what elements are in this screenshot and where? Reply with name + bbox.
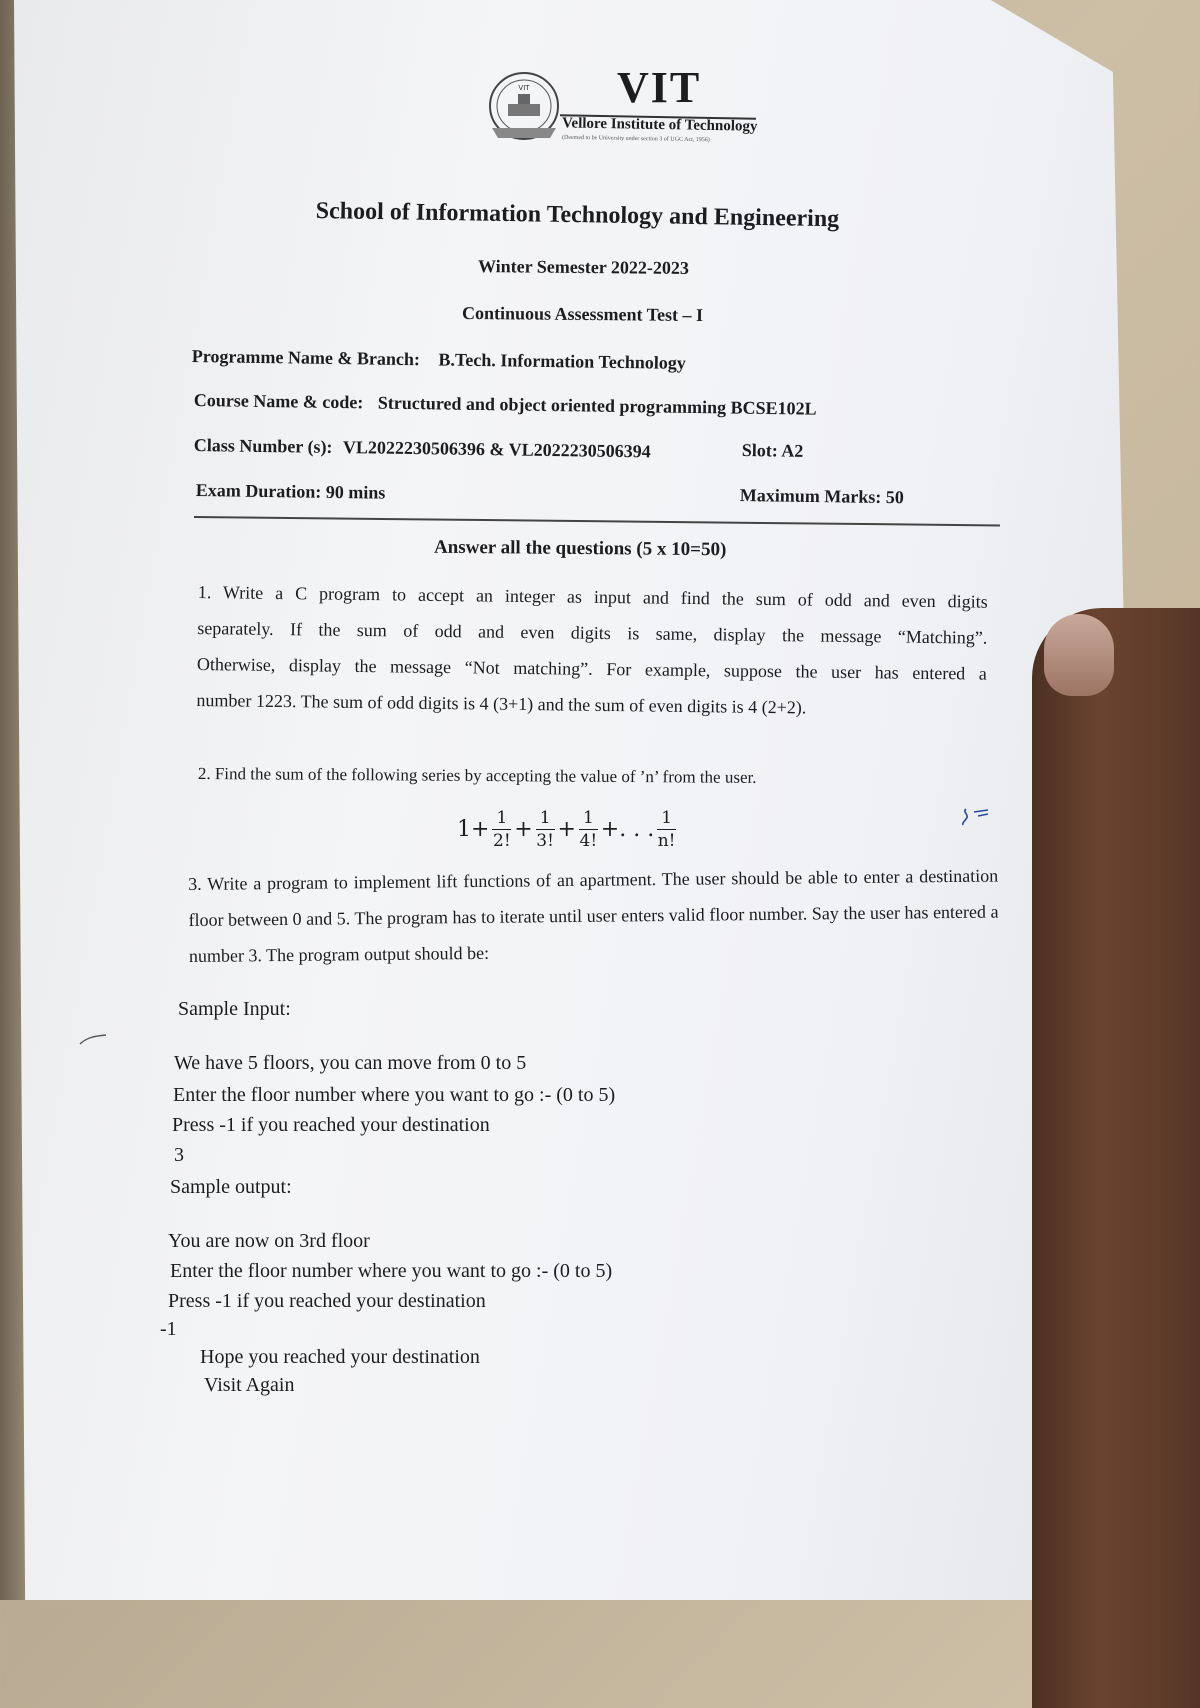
- series-lead: 1+: [457, 817, 490, 842]
- sample-input-line: Press -1 if you reached your destination: [172, 1114, 490, 1136]
- sample-input-line: Enter the floor number where you want to go :- (0 to 5): [173, 1084, 616, 1106]
- plus-sign: +: [514, 817, 533, 842]
- sample-output-line: Press -1 if you reached your destination: [168, 1290, 486, 1312]
- svg-text:VIT: VIT: [518, 84, 530, 92]
- sample-input-line: We have 5 floors, you can move from 0 to 5: [174, 1052, 527, 1074]
- question-1: [196, 574, 988, 728]
- question-1-line: 1. Write a C program to accept an integer as input and find the sum of odd and even digits: [197, 581, 988, 612]
- header-divider: [194, 516, 1000, 526]
- question-2: 2. Find the sum of the following series by accepting the value of ’n’ from the user.: [197, 763, 757, 787]
- vit-logo-icon: [484, 66, 564, 146]
- closing-line: Visit Again: [204, 1374, 295, 1396]
- sample-output-line: You are now on 3rd floor: [168, 1230, 370, 1252]
- question-1-line: Otherwise, display the message “Not matching”. For example, suppose the user has entered a: [196, 653, 987, 684]
- series-formula: [456, 808, 678, 851]
- duration-label: Exam Duration: 90 mins: [195, 480, 386, 503]
- slot-label: Slot: A2: [741, 440, 804, 461]
- plus-sign: +: [557, 817, 576, 842]
- institute-full-name: Vellore Institute of Technology: [561, 115, 758, 135]
- pen-tick-icon: [78, 1032, 108, 1046]
- sample-output-line: Enter the floor number where you want to go :- (0 to 5): [170, 1260, 613, 1282]
- question-1-line: separately. If the sum of odd and even digits is same, display the message “Matching”.: [197, 617, 988, 648]
- test-name: Continuous Assessment Test – I: [461, 302, 704, 326]
- ellipsis-plus: +. . .: [600, 817, 655, 842]
- programme-row: [192, 346, 686, 374]
- sample-output-label: Sample output:: [170, 1176, 292, 1198]
- programme-label: Programme Name & Branch:: [191, 346, 421, 370]
- course-row: [194, 390, 817, 420]
- class-value: VL2022230506396 & VL2022230506394: [342, 437, 651, 462]
- sample-input-label: Sample Input:: [178, 998, 291, 1020]
- semester-label: Winter Semester 2022-2023: [477, 256, 690, 278]
- max-marks-label: Maximum Marks: 50: [739, 485, 904, 508]
- institute-title: VIT: [617, 63, 702, 112]
- programme-value: B.Tech. Information Technology: [438, 349, 686, 373]
- instructions: Answer all the questions (5 x 10=50): [433, 536, 727, 561]
- school-title: School of Information Technology and Engineering: [315, 198, 840, 233]
- handwritten-mark-icon: [960, 806, 1000, 828]
- fraction-1-over-2-factorial: $\frac{1}{2!}$: [493, 808, 511, 851]
- fraction-1-over-4-factorial: $\frac{1}{4!}$: [579, 808, 598, 851]
- question-1-line: number 1223. The sum of odd digits is 4 (3+1) and the sum of even digits is 4 (2+2).: [196, 689, 807, 718]
- question-3: 3. Write a program to implement lift functions of an apartment. The user should be able to enter a destination floor between 0 and 5. The program has to iterate until user enters valid floor number. Say the user has entered a number 3. The program output should be:: [188, 865, 999, 966]
- institute-deemed-note: (Deemed to be University under section 3 of UGC Act, 1956): [561, 134, 710, 144]
- course-label: Course Name & code:: [193, 390, 364, 413]
- fraction-1-over-3-factorial: $\frac{1}{3!}$: [536, 808, 554, 851]
- class-row: [194, 435, 651, 462]
- course-value: Structured and object oriented programming BCSE102L: [377, 392, 817, 419]
- fraction-1-over-n-factorial: $\frac{1}{n!}$: [657, 808, 676, 851]
- sample-input-line: 3: [174, 1144, 184, 1166]
- class-label: Class Number (s):: [193, 435, 333, 457]
- closing-line: Hope you reached your destination: [200, 1346, 480, 1368]
- sample-output-line: -1: [160, 1318, 177, 1340]
